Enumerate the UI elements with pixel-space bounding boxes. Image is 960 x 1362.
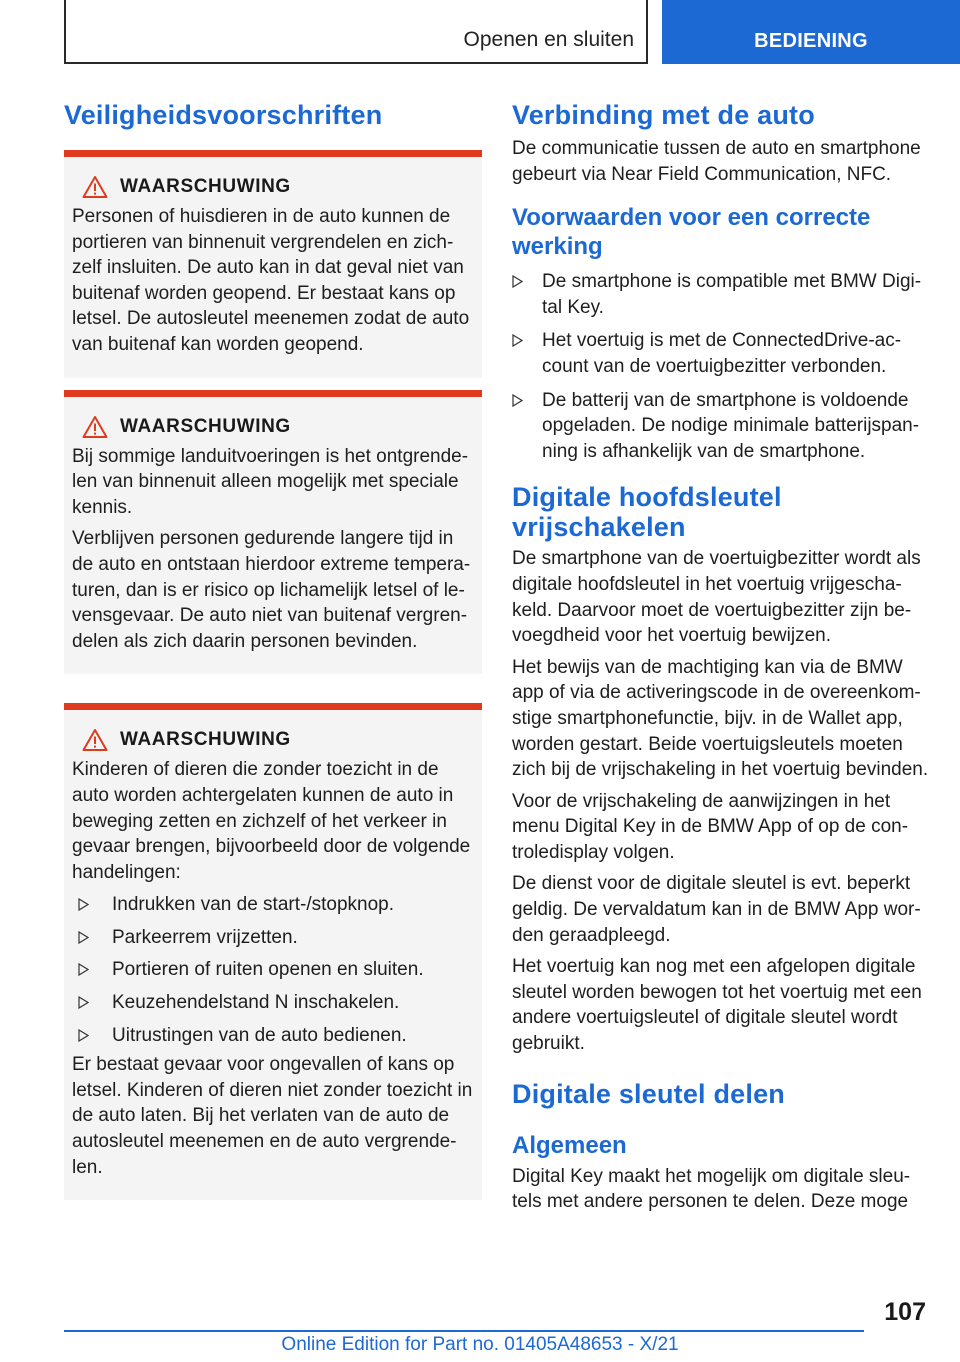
left-column bbox=[64, 100, 482, 1200]
list-item: Portieren of ruiten openen en sluiten. bbox=[78, 957, 474, 983]
list-item: De smartphone is compatible met BMW Digital Key. bbox=[512, 269, 932, 320]
warning-action-list bbox=[72, 892, 474, 1048]
triangle-bullet-icon bbox=[512, 334, 523, 347]
warning-header bbox=[72, 173, 474, 201]
triangle-bullet-icon bbox=[78, 898, 89, 911]
share-key-heading: Digitale sleutel delen bbox=[512, 1078, 785, 1109]
list-item: Keuzehendelstand N inschakelen. bbox=[78, 990, 474, 1016]
requirements-list bbox=[512, 269, 932, 464]
list-item: Indrukken van de start-/stopknop. bbox=[78, 892, 474, 918]
requirements-heading: Voorwaarden voor een correcte werking bbox=[512, 204, 871, 261]
connection-heading: Verbinding met de auto bbox=[512, 100, 815, 130]
right-column bbox=[512, 100, 932, 1215]
warning-text: Bij sommige landuitvoeringen is het ontgrendelen van binnenuit alleen mogelijk met speciale kennis. bbox=[72, 445, 469, 518]
warning-box-2 bbox=[64, 390, 482, 675]
warning-triangle-icon bbox=[82, 175, 108, 199]
triangle-bullet-icon bbox=[78, 963, 89, 976]
warning-box-1 bbox=[64, 150, 482, 378]
warning-triangle-icon bbox=[82, 728, 108, 752]
list-item: Uitrustingen van de auto bedienen. bbox=[78, 1023, 474, 1049]
share-key-text: Digital Key maakt het mogelijk om digitale sleutels met andere personen te delen. Deze moge bbox=[512, 1165, 911, 1213]
page-number: 107 bbox=[884, 1298, 926, 1326]
footer-divider bbox=[64, 1330, 864, 1332]
master-key-text: De smartphone van de voertuigbezitter wordt als digitale hoofdsleutel in het voertuig vrijgeschakeld. Daarvoor moet de voertuigbezitter zijn bevoegdheid voor het voertuig bewijzen. bbox=[512, 548, 921, 647]
triangle-bullet-icon bbox=[512, 275, 523, 288]
master-key-text: Voor de vrijschakeling de aanwijzingen in het menu Digital Key in de BMW App of op de controledisplay volgen. bbox=[512, 790, 909, 863]
header-chapter-tab bbox=[662, 0, 960, 64]
footer-edition: Online Edition for Part no. 01405A48653 - X/21 bbox=[281, 1334, 679, 1355]
header-section-box bbox=[64, 0, 648, 64]
triangle-bullet-icon bbox=[78, 931, 89, 944]
warning-box-3 bbox=[64, 703, 482, 1200]
list-item: Het voertuig is met de ConnectedDrive-account van de voertuigbezitter verbonden. bbox=[512, 328, 932, 379]
warning-label: WAARSCHUWING bbox=[120, 176, 291, 197]
connection-text: De communicatie tussen de auto en smartphone gebeurt via Near Field Communication, NFC. bbox=[512, 138, 921, 185]
general-heading: Algemeen bbox=[512, 1131, 627, 1159]
header-section-title: Openen en sluiten bbox=[463, 28, 634, 51]
warning-outro: Er bestaat gevaar voor ongevallen of kans op letsel. Kinderen of dieren niet zonder toezicht in de auto laten. Bij het verlaten van de auto de autosleutel meenemen en de auto vergrendelen. bbox=[72, 1054, 473, 1178]
warning-text: Verblijven personen gedurende langere tijd in de auto en ontstaan hierdoor extreme temperaturen, dan is er risico op lichamelijk letsel of levensgevaar. De auto niet van buitenaf vergrendelen als zich daarin personen bevinden. bbox=[72, 528, 471, 652]
warning-label: WAARSCHUWING bbox=[120, 415, 291, 437]
warning-label: WAARSCHUWING bbox=[120, 729, 291, 751]
master-key-text: Het voertuig kan nog met een afgelopen digitale sleutel worden bewogen tot het voertuig met een andere voertuigsleutel of digitale sleutel wordt gebruikt. bbox=[512, 956, 922, 1055]
triangle-bullet-icon bbox=[78, 996, 89, 1009]
list-item: Parkeerrem vrijzetten. bbox=[78, 925, 474, 951]
warning-header bbox=[72, 726, 474, 754]
triangle-bullet-icon bbox=[512, 394, 523, 407]
warning-intro: Kinderen of dieren die zonder toezicht in de auto worden achtergelaten kunnen de auto in beweging zetten en zichzelf of het verkeer in gevaar brengen, bijvoorbeeld door de volgende handelingen: bbox=[72, 759, 471, 883]
master-key-text: De dienst voor de digitale sleutel is evt. beperkt geldig. De vervaldatum kan in de BMW App worden geraadpleegd. bbox=[512, 873, 921, 946]
master-key-heading: Digitale hoofdsleutel vrijschakelen bbox=[512, 482, 782, 543]
warning-header bbox=[72, 413, 474, 441]
warning-triangle-icon bbox=[82, 415, 108, 439]
triangle-bullet-icon bbox=[78, 1029, 89, 1042]
safety-heading: Veiligheidsvoorschriften bbox=[64, 100, 383, 130]
header-chapter-label: BEDIENING bbox=[754, 30, 868, 52]
list-item: De batterij van de smartphone is voldoende opgeladen. De nodige minimale batterijspanning is afhankelijk van de smartphone. bbox=[512, 388, 932, 465]
warning-text: Personen of huisdieren in de auto kunnen de portieren van binnenuit vergrendelen en zichzelf insluiten. De auto kan in dat geval niet van buitenaf worden geopend. Er bestaat kans op letsel. De autosleutel meenemen zodat de auto van buitenaf kan worden geopend. bbox=[72, 206, 470, 355]
master-key-text: Het bewijs van de machtiging kan via de BMW app of via de activeringscode in de overeenkomstige smartphonefunctie, bijv. in de Wallet app, worden gestart. Beide voertuigsleutels moeten zich bij de vrijschakeling in het voertuig bevinden. bbox=[512, 656, 929, 781]
